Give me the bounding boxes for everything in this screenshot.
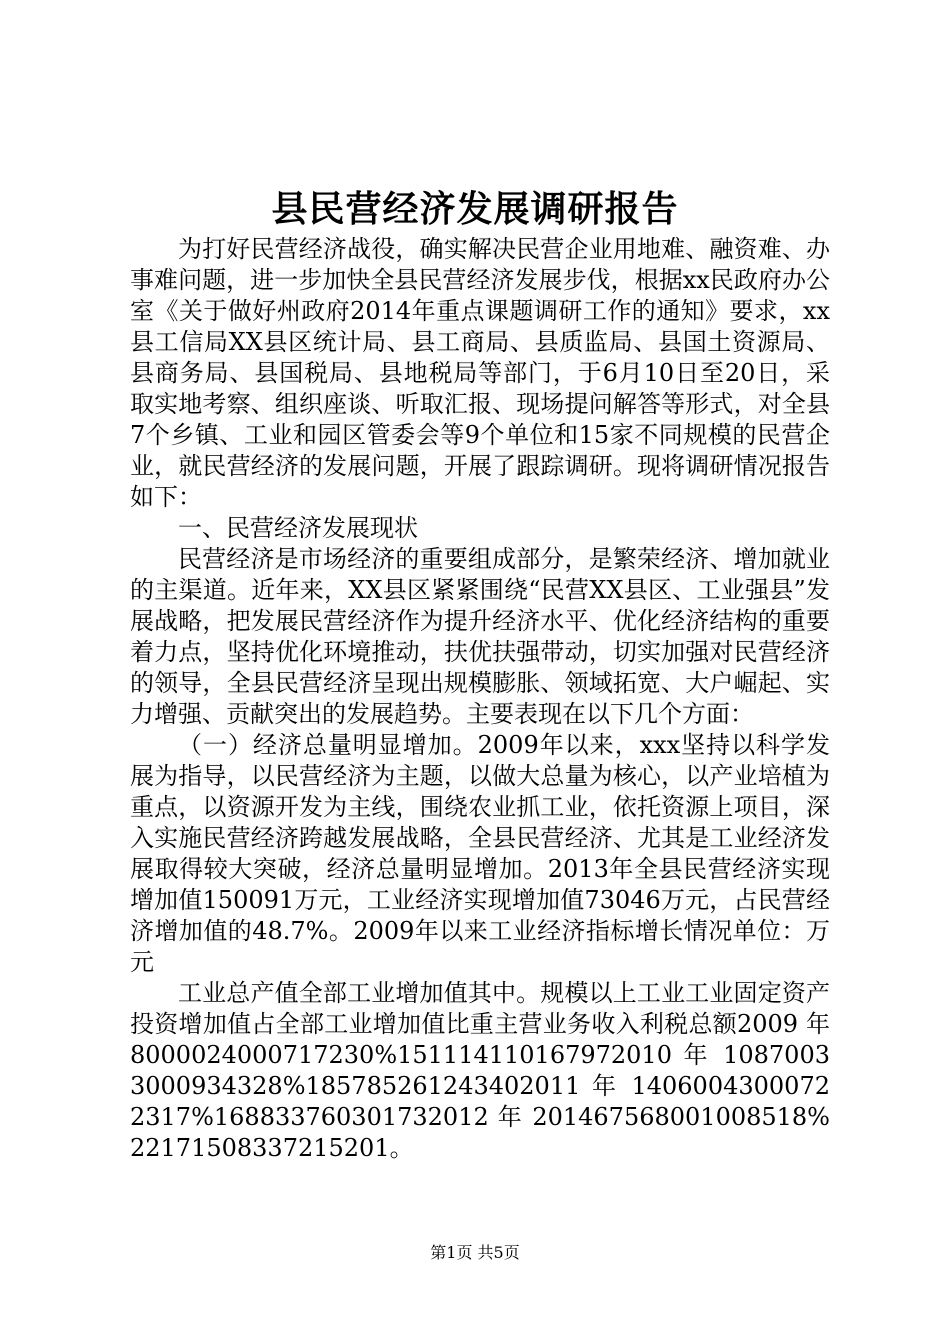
document-body [130, 234, 830, 1164]
paragraph-intro: 为打好民营经济战役，确实解决民营企业用地难、融资难、办事难问题，进一步加快全县民营经济发展步伐，根据xx民政府办公室《关于做好州政府2014年重点课题调研工作的通知》要求，xx县工信局XX县区统计局、县工商局、县质监局、县国土资源局、县商务局、县国税局、县地税局等部门，于6月10日至20日，采取实地考察、组织座谈、听取汇报、现场提问解答等形式，对全县7个乡镇、工业和园区管委会等9个单位和15家不同规模的民营企业，就民营经济的发展问题，开展了跟踪调研。现将调研情况报告如下： [130, 235, 830, 511]
document-title: 县民营经济发展调研报告 [271, 188, 679, 230]
paragraph-overview: 民营经济是市场经济的重要组成部分，是繁荣经济、增加就业的主渠道。近年来，XX县区紧紧围绕“民营XX县区、工业强县”发展战略，把发展民营经济作为提升经济水平、优化经济结构的重要着力点，坚持优化环境推动，扶优扶强带动，切实加强对民营经济的领导，全县民营经济呈现出规模膨胀、领域拓宽、大户崛起、实力增强、贡献突出的发展趋势。主要表现在以下几个方面： [130, 545, 830, 728]
page-footer: 第1页 共5页 [430, 1243, 520, 1262]
paragraph-economic-total: （一）经济总量明显增加。2009年以来，xxx坚持以科学发展为指导，以民营经济为主题，以做大总量为核心，以产业培植为重点，以资源开发为主线，围绕农业抓工业，依托资源上项目，深入实施民营经济跨越发展战略，全县民营经济、尤其是工业经济发展取得较大突破，经济总量明显增加。2013年全县民营经济实现增加值150091万元，工业经济实现增加值73046万元，占民营经济增加值的48.7%。2009年以来工业经济指标增长情况单位：万元 [130, 731, 830, 976]
section-heading-1: 一、民营经济发展现状 [178, 514, 418, 542]
paragraph-industry-data: 工业总产值全部工业增加值其中。规模以上工业工业固定资产投资增加值占全部工业增加值比重主营业务收入利税总额2009 年 800002400071723​0%1511141101679720​10 年 10870033000934328%185785261243402011 年 14060043000722317%168833760301732012 年 201467568001008518%22171508337215201。 [130, 979, 830, 1162]
